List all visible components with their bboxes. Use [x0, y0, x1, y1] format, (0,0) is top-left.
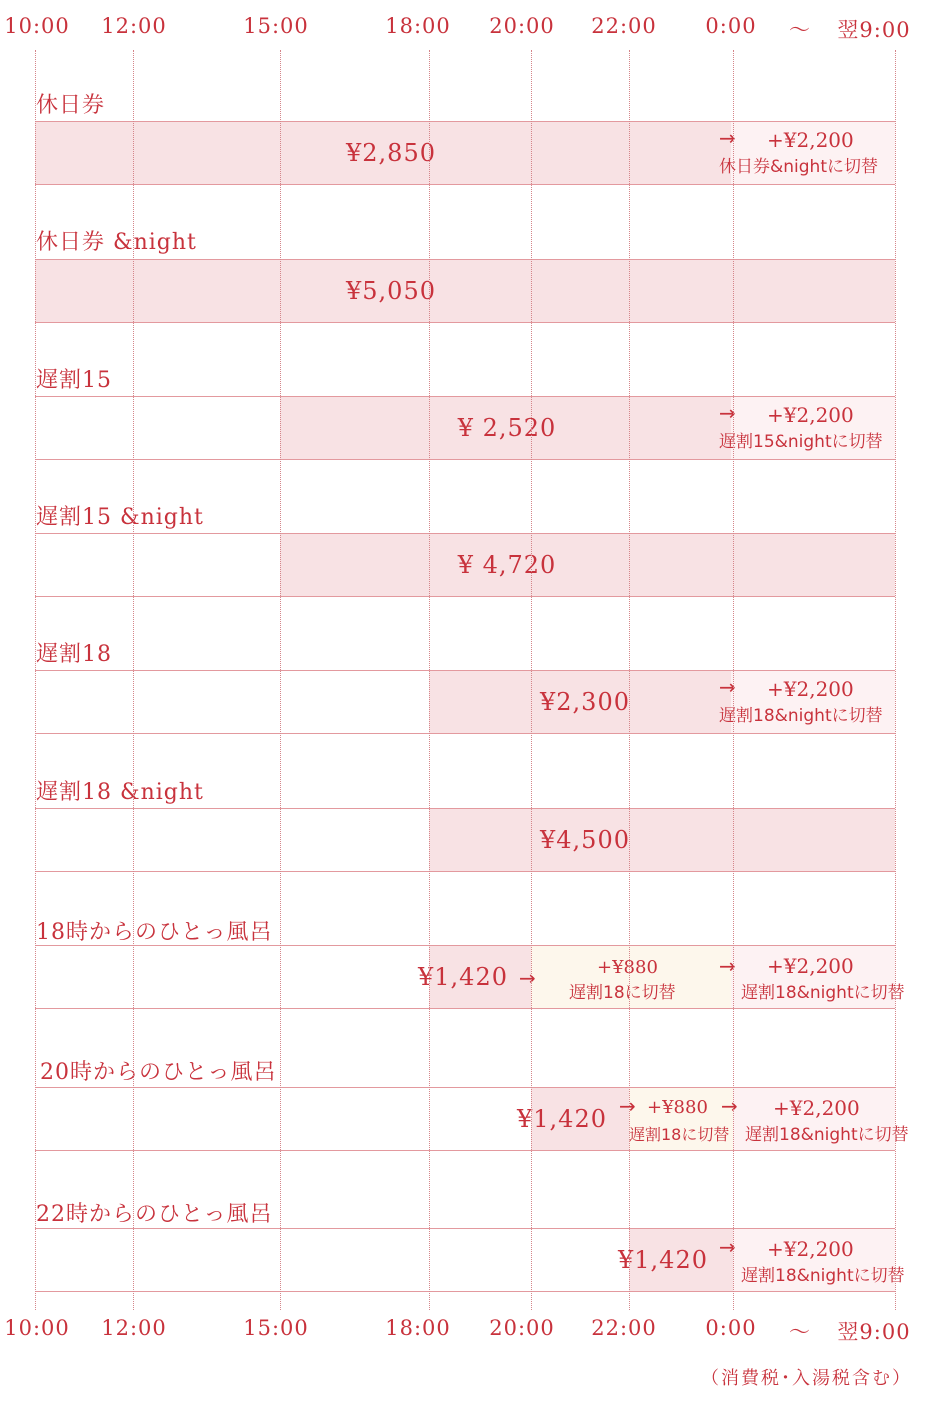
row-title: 遅割15 &night — [36, 505, 204, 530]
tick-tilde: 〜 — [789, 1320, 811, 1344]
ext-price: +¥2,200 — [767, 128, 854, 152]
price: ¥1,420 — [618, 1246, 708, 1274]
gridline — [733, 50, 734, 1310]
mid-price: +¥880 — [597, 957, 658, 978]
price: ¥ 2,520 — [457, 414, 557, 442]
gridline — [895, 50, 896, 1310]
gridline — [35, 50, 36, 1310]
row-title: 18時からのひとっ風呂 — [36, 920, 273, 945]
row-title: 20時からのひとっ風呂 — [40, 1060, 277, 1085]
price: ¥2,850 — [346, 139, 436, 167]
tick: 10:00 — [4, 1316, 70, 1340]
gridline — [429, 50, 430, 1310]
tick: 15:00 — [243, 14, 309, 38]
tick: 22:00 — [591, 14, 657, 38]
tick: 0:00 — [705, 14, 757, 38]
price-band — [35, 121, 895, 185]
price: ¥5,050 — [346, 277, 436, 305]
tick: 15:00 — [243, 1316, 309, 1340]
gridline — [531, 50, 532, 1310]
arrow-icon: → — [719, 1235, 736, 1259]
ext-price: +¥2,200 — [767, 954, 854, 978]
tax-note: （消費税･入湯税含む） — [701, 1368, 912, 1389]
fill-base — [429, 809, 895, 871]
row-title: 22時からのひとっ風呂 — [36, 1202, 273, 1227]
price-band — [35, 533, 895, 597]
fill-base — [35, 260, 895, 322]
tick: 20:00 — [489, 14, 555, 38]
tick: 12:00 — [101, 14, 167, 38]
ext-price: +¥2,200 — [767, 1237, 854, 1261]
tick: 20:00 — [489, 1316, 555, 1340]
arrow-icon: → — [719, 401, 736, 425]
price: ¥1,420 — [517, 1105, 607, 1133]
tick: 翌9:00 — [837, 1320, 911, 1344]
ext-label: 遅割18&nightに切替 — [745, 1125, 909, 1145]
fill-base — [280, 534, 895, 596]
tick: 12:00 — [101, 1316, 167, 1340]
ext-price: +¥2,200 — [773, 1096, 860, 1120]
price: ¥1,420 — [418, 963, 508, 991]
gridline — [280, 50, 281, 1310]
tick: 18:00 — [385, 14, 451, 38]
tick: 22:00 — [591, 1316, 657, 1340]
price: ¥2,300 — [540, 688, 630, 716]
mid-price: +¥880 — [647, 1097, 708, 1118]
tick: 18:00 — [385, 1316, 451, 1340]
ext-label: 遅割18&nightに切替 — [719, 706, 883, 726]
row-title: 休日券 &night — [36, 230, 197, 255]
gridline — [629, 50, 630, 1310]
ext-price: +¥2,200 — [767, 403, 854, 427]
ext-label: 休日券&nightに切替 — [719, 157, 878, 177]
arrow-icon: → — [719, 675, 736, 699]
price-band — [35, 808, 895, 872]
price-band — [35, 396, 895, 460]
tick: 翌9:00 — [837, 18, 911, 42]
price-band — [35, 670, 895, 734]
arrow-icon: → — [519, 966, 536, 990]
time-axis-top — [0, 14, 940, 44]
row-title: 休日券 — [36, 93, 106, 118]
ext-label: 遅割15&nightに切替 — [719, 432, 883, 452]
price: ¥4,500 — [540, 826, 630, 854]
row-title: 遅割18 — [36, 642, 112, 667]
row-title: 遅割15 — [36, 368, 112, 393]
row-title: 遅割18 &night — [36, 780, 204, 805]
ext-label: 遅割18&nightに切替 — [741, 983, 905, 1003]
ext-label: 遅割18&nightに切替 — [741, 1266, 905, 1286]
mid-label: 遅割18に切替 — [569, 983, 676, 1003]
tick-tilde: 〜 — [789, 18, 811, 42]
gridline — [133, 50, 134, 1310]
time-axis-bottom — [0, 1316, 940, 1346]
arrow-icon: → — [719, 126, 736, 150]
arrow-icon: → — [721, 1094, 738, 1118]
price-band — [35, 1228, 905, 1292]
price-band — [35, 945, 905, 1009]
tick: 0:00 — [705, 1316, 757, 1340]
tick: 10:00 — [4, 14, 70, 38]
price-band — [35, 259, 895, 323]
arrow-icon: → — [719, 954, 736, 978]
price-band — [35, 1087, 909, 1151]
arrow-icon: → — [619, 1094, 636, 1118]
price: ¥ 4,720 — [457, 551, 557, 579]
ext-price: +¥2,200 — [767, 677, 854, 701]
mid-label: 遅割18に切替 — [629, 1125, 730, 1144]
